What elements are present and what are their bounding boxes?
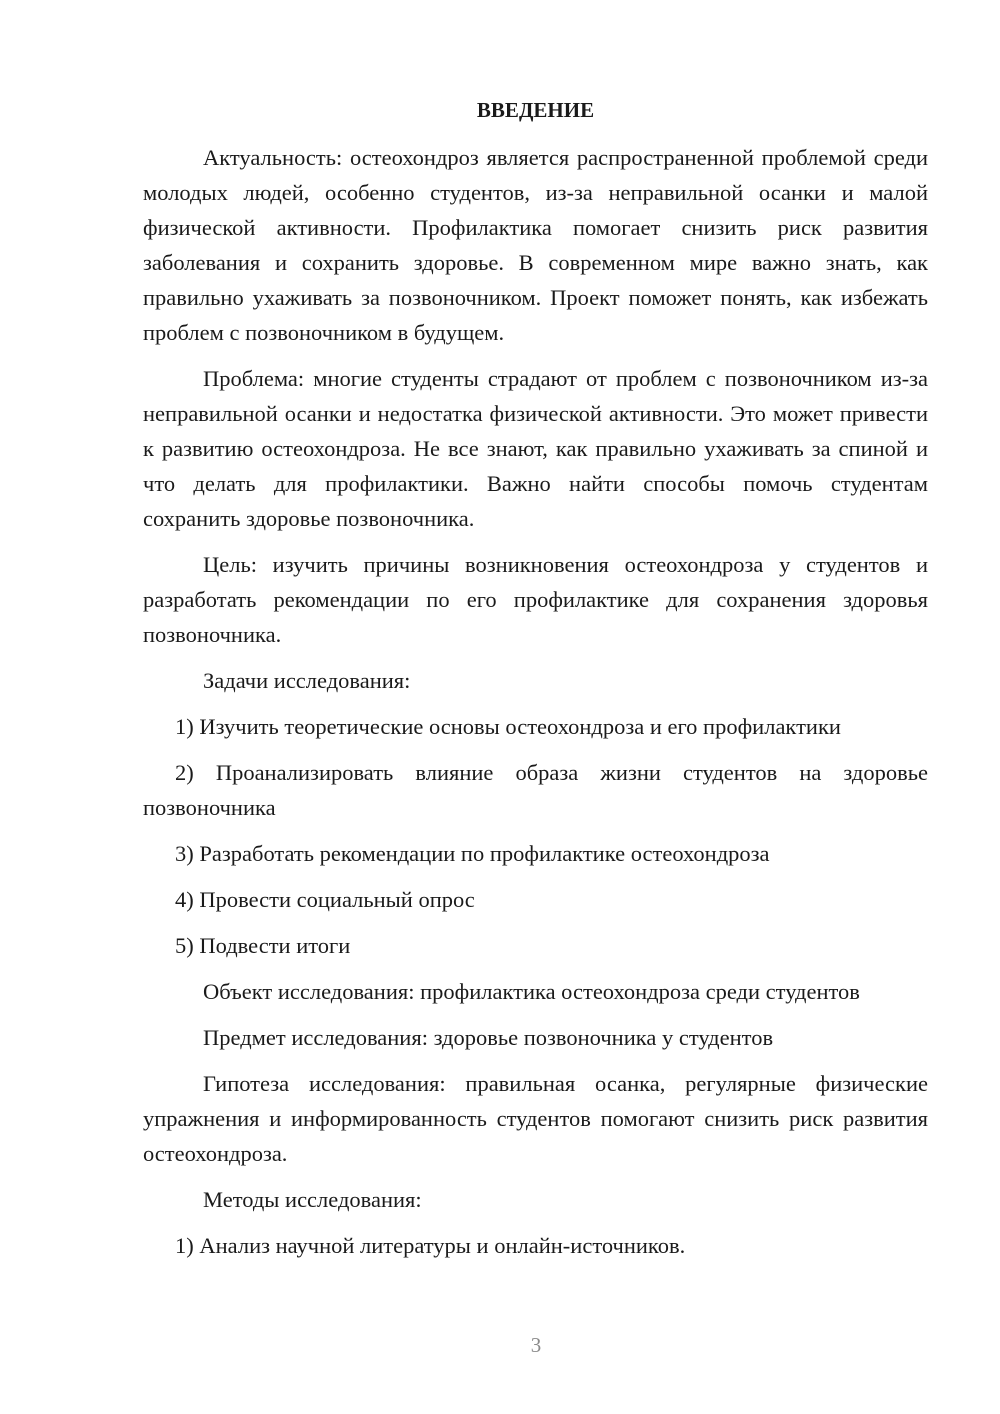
relevance-paragraph: Актуальность: остеохондроз является распространенной проблемой среди молодых людей, особенно студентов, из-за неправильной осанки и малой физической активности. Профилактика помогает снизить риск развития заболевания и сохранить здоровье. В современном мире важно знать, как правильно ухаживать за позвоночником. Проект поможет понять, как избежать проблем с позвоночником в будущем. <box>143 145 928 345</box>
task-item: 5) Подвести итоги <box>175 933 351 958</box>
task-item: 2) Проанализировать влияние образа жизни студентов на здоровье позвоночника <box>143 760 928 820</box>
goal-paragraph: Цель: изучить причины возникновения остеохондроза у студентов и разработать рекомендации по его профилактике для сохранения здоровья позвоночника. <box>143 552 928 647</box>
tasks-heading: Задачи исследования: <box>203 668 411 693</box>
task-item: 3) Разработать рекомендации по профилактике остеохондроза <box>175 841 770 866</box>
hypothesis-paragraph: Гипотеза исследования: правильная осанка, регулярные физические упражнения и информированность студентов помогают снизить риск развития остеохондроза. <box>143 1071 928 1166</box>
subject-paragraph: Предмет исследования: здоровье позвоночника у студентов <box>203 1025 774 1050</box>
problem-paragraph: Проблема: многие студенты страдают от проблем с позвоночником из-за неправильной осанки и недостатка физической активности. Это может привести к развитию остеохондроза. Не все знают, как правильно ухаживать за спиной и что делать для профилактики. Важно найти способы помочь студентам сохранить здоровье позвоночника. <box>143 366 928 531</box>
page-content <box>143 95 928 1274</box>
task-item: 4) Провести социальный опрос <box>175 887 475 912</box>
object-paragraph: Объект исследования: профилактика остеохондроза среди студентов <box>203 979 860 1004</box>
method-item: 1) Анализ научной литературы и онлайн-источников. <box>175 1233 686 1258</box>
task-item: 1) Изучить теоретические основы остеохондроза и его профилактики <box>175 714 841 739</box>
methods-heading: Методы исследования: <box>203 1187 422 1212</box>
page-number: 3 <box>530 1333 542 1357</box>
section-title: ВВЕДЕНИЕ <box>476 98 595 122</box>
